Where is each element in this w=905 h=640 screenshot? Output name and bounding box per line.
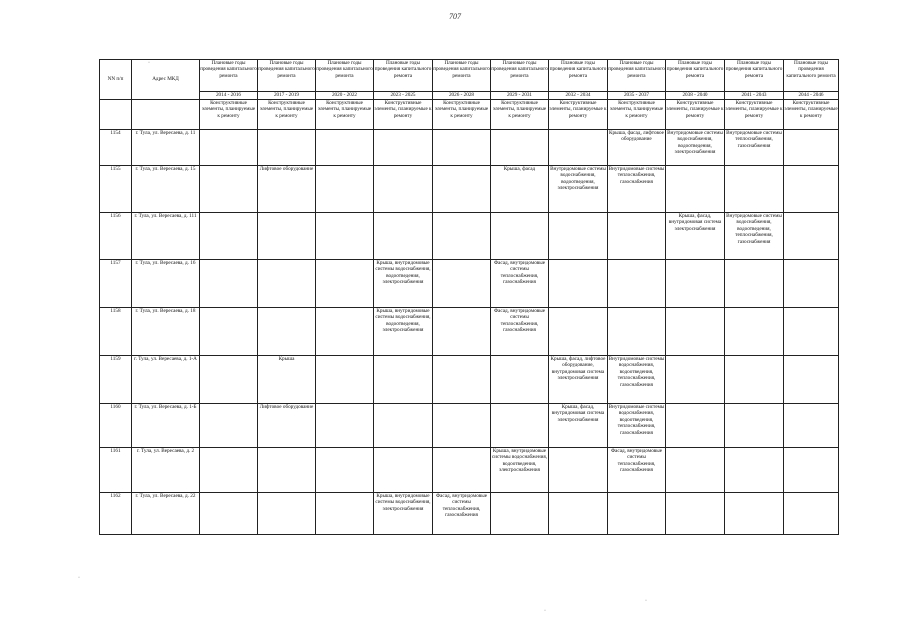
repair-elements-cell [433, 213, 491, 260]
row-address: г. Тула, ул. Вересаева, д. 1-А [132, 356, 200, 404]
repair-elements-cell [784, 130, 839, 166]
repair-elements-cell [258, 448, 316, 493]
row-number: 1160 [100, 404, 132, 448]
period-header [549, 60, 608, 92]
scan-speck: · [78, 575, 80, 581]
table-row [100, 260, 839, 308]
repair-elements-cell: Фасад, внутридомовые системы теплоснабжения, газоснабжения [608, 448, 666, 493]
repair-elements-cell [725, 166, 784, 213]
repair-elements-cell [316, 260, 374, 308]
repair-elements-cell [316, 130, 374, 166]
period-years: 2026 - 2028 [433, 92, 491, 100]
period-header [200, 60, 258, 92]
repair-elements-cell: Внутридомовые системы водоснабжения, водоотведения, теплоснабжения, газоснабжения [608, 404, 666, 448]
repair-elements-cell [666, 260, 725, 308]
period-title: Плановые годы проведения капитального ремонта [316, 60, 373, 79]
repair-elements-cell [666, 166, 725, 213]
repair-elements-cell [433, 130, 491, 166]
repair-elements-cell [200, 130, 258, 166]
repair-elements-cell: Крыша, внутридомовые системы водоснабжения, водоотведения, электроснабжения [374, 260, 433, 308]
repair-elements-cell: Внутридомовые системы водоснабжения, водоотведения, теплоснабжения, газоснабжения [608, 356, 666, 404]
elements-caption: Конструктивные элементы, планируемые к ремонту [666, 100, 725, 130]
elements-caption: Конструктивные элементы, планируемые к ремонту [433, 100, 491, 130]
repair-elements-cell [374, 166, 433, 213]
repair-elements-cell: Крыша, внутридомовые системы водоснабжения, электроснабжения [374, 493, 433, 535]
period-title: Плановые годы проведения капитального ремонта [608, 60, 665, 79]
repair-elements-cell [491, 404, 549, 448]
repair-elements-cell [491, 130, 549, 166]
repair-elements-cell: Крыша, фасад, лифтовое оборудование [608, 130, 666, 166]
period-years: 2032 - 2034 [549, 92, 608, 100]
repair-elements-cell [200, 448, 258, 493]
repair-elements-cell: Крыша, внутридомовые системы водоснабжения, водоотведения, электроснабжения [374, 308, 433, 356]
repair-elements-cell: Внутридомовые системы теплоснабжения, газоснабжения [608, 166, 666, 213]
repair-elements-cell [666, 404, 725, 448]
capital-repair-schedule-table [99, 59, 839, 535]
elements-caption: Конструктивные элементы, планируемые к ремонту [784, 100, 839, 130]
repair-elements-cell [258, 213, 316, 260]
row-address: г. Тула, ул. Вересаева, д. 18 [132, 308, 200, 356]
table-row [100, 448, 839, 493]
repair-elements-cell: Внутридомовые системы водоснабжения, водоотведения, электроснабжения [666, 130, 725, 166]
repair-elements-cell [491, 493, 549, 535]
repair-elements-cell: Фасад, внутридомовые системы теплоснабжения, газоснабжения [491, 260, 549, 308]
period-years: 2038 - 2040 [666, 92, 725, 100]
header-spacer [132, 100, 200, 130]
repair-elements-cell [258, 130, 316, 166]
table-body [100, 130, 839, 535]
repair-elements-cell [200, 260, 258, 308]
repair-elements-cell [316, 493, 374, 535]
repair-elements-cell [608, 493, 666, 535]
repair-elements-cell [725, 404, 784, 448]
repair-elements-cell [374, 356, 433, 404]
repair-elements-cell [549, 308, 608, 356]
repair-elements-cell [316, 308, 374, 356]
repair-elements-cell [200, 166, 258, 213]
row-address: г. Тула, ул. Вересаева, д. 1-Б [132, 404, 200, 448]
header-address: Адрес МКД [132, 60, 200, 100]
scan-speck: · [544, 608, 546, 614]
period-header [491, 60, 549, 92]
row-number: 1158 [100, 308, 132, 356]
repair-elements-cell [316, 213, 374, 260]
repair-elements-cell [549, 493, 608, 535]
repair-elements-cell [200, 493, 258, 535]
elements-caption: Конструктивные элементы, планируемые к ремонту [258, 100, 316, 130]
period-title: Плановые годы проведения капитального ремонта [786, 60, 836, 79]
repair-elements-cell [549, 448, 608, 493]
repair-elements-cell [549, 213, 608, 260]
repair-elements-cell [608, 260, 666, 308]
row-number: 1157 [100, 260, 132, 308]
row-address: г. Тула, ул. Вересаева, д. 2 [132, 448, 200, 493]
period-header [666, 60, 725, 92]
repair-elements-cell: Крыша, фасад, внутридомовая система электроснабжения [666, 213, 725, 260]
repair-elements-cell [784, 166, 839, 213]
period-title: Плановые годы проведения капитального ремонта [725, 60, 783, 79]
elements-caption: Конструктивные элементы, планируемые к ремонту [725, 100, 784, 130]
row-address: г. Тула, ул. Вересаева, д. 111 [132, 213, 200, 260]
repair-elements-cell [666, 493, 725, 535]
row-address: г. Тула, ул. Вересаева, д. 16 [132, 260, 200, 308]
period-years: 2023 - 2025 [374, 92, 433, 100]
table-row [100, 130, 839, 166]
row-number: 1159 [100, 356, 132, 404]
repair-elements-cell [784, 308, 839, 356]
repair-elements-cell [784, 260, 839, 308]
repair-elements-cell [666, 448, 725, 493]
repair-elements-cell [725, 308, 784, 356]
header-spacer [100, 100, 132, 130]
repair-elements-cell [666, 308, 725, 356]
repair-elements-cell [608, 213, 666, 260]
elements-caption: Конструктивные элементы, планируемые к ремонту [316, 100, 374, 130]
repair-elements-cell [374, 213, 433, 260]
repair-elements-cell [200, 356, 258, 404]
repair-elements-cell [374, 130, 433, 166]
repair-elements-cell [374, 448, 433, 493]
repair-elements-cell [258, 493, 316, 535]
period-years: 2044 - 2046 [784, 92, 839, 100]
period-years: 2014 - 2016 [200, 92, 258, 100]
elements-caption: Конструктивные элементы, планируемые к ремонту [200, 100, 258, 130]
elements-caption: Конструктивные элементы, планируемые к ремонту [491, 100, 549, 130]
row-number: 1155 [100, 166, 132, 213]
repair-elements-cell: Крыша, фасад, внутридомовая система электроснабжения [549, 404, 608, 448]
period-header [258, 60, 316, 92]
table-row [100, 166, 839, 213]
period-title: Плановые годы проведения капитального ремонта [374, 60, 432, 79]
elements-caption: Конструктивные элементы, планируемые к ремонту [549, 100, 608, 130]
period-title: Плановые годы проведения капитального ремонта [200, 60, 257, 79]
period-header [374, 60, 433, 92]
period-header [316, 60, 374, 92]
repair-elements-cell [316, 404, 374, 448]
repair-elements-cell [200, 308, 258, 356]
repair-elements-cell [258, 308, 316, 356]
repair-elements-cell [433, 356, 491, 404]
repair-elements-cell [316, 166, 374, 213]
period-years: 2035 - 2037 [608, 92, 666, 100]
repair-elements-cell [433, 404, 491, 448]
repair-elements-cell: Фасад, внутридомовые системы теплоснабжения, газоснабжения [491, 308, 549, 356]
period-years: 2041 - 2043 [725, 92, 784, 100]
repair-elements-cell [491, 213, 549, 260]
repair-elements-cell: Крыша, фасад, лифтовое оборудование, внутридомовая система электроснабжения [549, 356, 608, 404]
repair-elements-cell [666, 356, 725, 404]
repair-elements-cell [725, 356, 784, 404]
row-address: г. Тула, ул. Вересаева, д. 22 [132, 493, 200, 535]
period-title: Плановые годы проведения капитального ремонта [666, 60, 724, 79]
repair-elements-cell [784, 404, 839, 448]
period-years: 2020 - 2022 [316, 92, 374, 100]
repair-elements-cell [549, 130, 608, 166]
repair-elements-cell: Крыша [258, 356, 316, 404]
repair-elements-cell [200, 404, 258, 448]
repair-elements-cell [608, 308, 666, 356]
repair-elements-cell [549, 260, 608, 308]
row-number: 1161 [100, 448, 132, 493]
row-address: г. Тула, ул. Вересаева, д. 15 [132, 166, 200, 213]
repair-elements-cell [725, 260, 784, 308]
period-title: Плановые годы проведения капитального ремонта [491, 60, 548, 79]
repair-elements-cell [433, 448, 491, 493]
repair-elements-cell [725, 448, 784, 493]
repair-elements-cell [258, 260, 316, 308]
scan-speck: · [645, 598, 647, 604]
table-row [100, 308, 839, 356]
scan-speck: · [148, 60, 150, 66]
repair-elements-cell [491, 356, 549, 404]
period-header [608, 60, 666, 92]
period-header [433, 60, 491, 92]
repair-elements-cell [374, 404, 433, 448]
repair-elements-cell: Фасад, внутридомовые системы теплоснабжения, газоснабжения [433, 493, 491, 535]
period-years: 2017 - 2019 [258, 92, 316, 100]
repair-elements-cell: Крыша, внутридомовые системы водоснабжения, водоотведения, электроснабжения [491, 448, 549, 493]
repair-elements-cell: Лифтовое оборудование [258, 404, 316, 448]
row-number: 1156 [100, 213, 132, 260]
repair-elements-cell [784, 448, 839, 493]
repair-elements-cell [316, 356, 374, 404]
repair-elements-cell: Внутридомовые системы водоснабжения, водоотведения, теплоснабжения, газоснабжения [725, 213, 784, 260]
table-row [100, 493, 839, 535]
elements-caption: Конструктивные элементы, планируемые к ремонту [608, 100, 666, 130]
repair-elements-cell [433, 260, 491, 308]
period-title: Плановые годы проведения капитального ремонта [549, 60, 607, 79]
repair-elements-cell [433, 308, 491, 356]
repair-elements-cell [200, 213, 258, 260]
table-row [100, 404, 839, 448]
period-years: 2029 - 2031 [491, 92, 549, 100]
repair-elements-cell [784, 493, 839, 535]
table-row [100, 213, 839, 260]
repair-elements-cell: Лифтовое оборудование [258, 166, 316, 213]
period-title: Плановые годы проведения капитального ремонта [433, 60, 490, 79]
header-num: NN п/п [100, 60, 132, 100]
repair-elements-cell: Внутридомовые системы водоснабжения, водоотведения, электроснабжения [549, 166, 608, 213]
period-header [784, 60, 839, 92]
table-row [100, 356, 839, 404]
table-header [100, 60, 839, 130]
repair-elements-cell [784, 213, 839, 260]
repair-elements-cell [784, 356, 839, 404]
elements-caption: Конструктивные элементы, планируемые к ремонту [374, 100, 433, 130]
repair-elements-cell: Крыша, фасад [491, 166, 549, 213]
repair-elements-cell: Внутридомовые системы теплоснабжения, газоснабжения [725, 130, 784, 166]
repair-elements-cell [433, 166, 491, 213]
period-title: Плановые годы проведения капитального ремонта [258, 60, 315, 79]
repair-elements-cell [316, 448, 374, 493]
row-address: г. Тула, ул. Вересаева, д. 11 [132, 130, 200, 166]
page-number: 707 [449, 12, 461, 21]
row-number: 1162 [100, 493, 132, 535]
period-header [725, 60, 784, 92]
repair-elements-cell [725, 493, 784, 535]
row-number: 1154 [100, 130, 132, 166]
